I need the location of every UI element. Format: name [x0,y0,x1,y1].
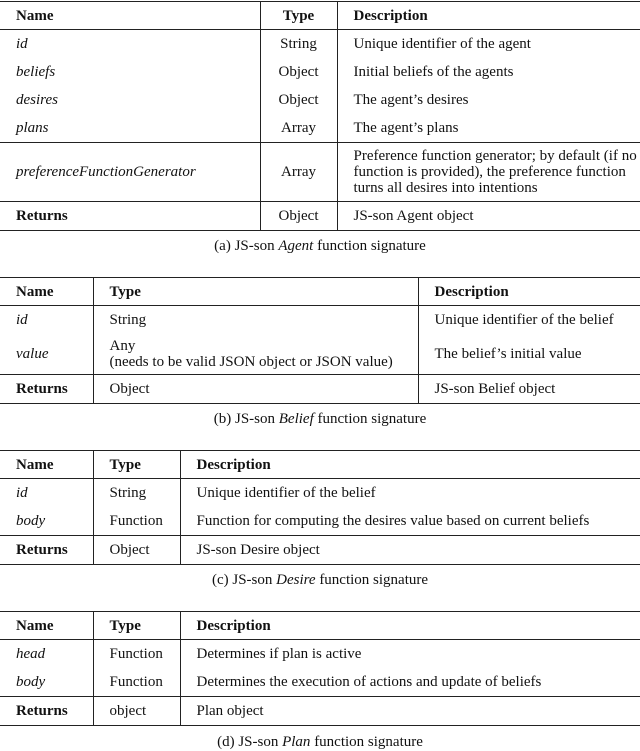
name-cell: preferenceFunctionGenerator [0,143,260,202]
description-cell: Unique identifier of the agent [337,30,640,59]
name-cell: Returns [0,697,93,726]
caption-text: Plan [282,734,311,750]
name-cell: Name [0,451,93,479]
table-row [0,143,640,202]
type-cell: Any (needs to be valid JSON object or JSON value) [93,334,418,375]
returns-row [0,697,640,726]
signature-table-belief [0,277,640,404]
type-cell: Type [260,2,337,30]
description-cell: Unique identifier of the belief [180,479,640,508]
name-cell: body [16,674,46,690]
description-cell: The agent’s desires [337,86,640,114]
description-cell: Function for computing the desires value based on current beliefs [180,507,640,536]
signature-table-desire [0,450,640,565]
description-cell: JS-son Belief object [418,375,640,404]
type-cell: Function [93,640,180,669]
type-cell: String [93,479,180,508]
table-row [0,306,640,335]
description-cell: Initial beliefs of the agents [337,58,640,86]
table-row [0,479,640,508]
description-cell: Plan object [180,697,640,726]
name-cell: plans [16,120,49,136]
name-cell: Name [0,278,93,306]
caption-text: (b) JS-son [213,411,279,427]
type-cell: Array [260,143,337,202]
table-row [0,640,640,669]
type-cell: object [93,697,180,726]
type-cell: Object [260,202,337,231]
table-caption [0,238,640,255]
type-cell: String [260,30,337,59]
name-cell: beliefs [16,64,56,80]
caption-text: function signature [313,411,427,427]
table-row [0,114,640,143]
name-cell: id [16,312,28,328]
type-cell: Type [93,278,418,306]
description-cell: Description [180,612,640,640]
returns-row [0,202,640,231]
type-cell: Object [93,536,180,565]
signature-table-agent [0,1,640,231]
name-cell: head [16,646,46,662]
description-cell: The belief’s initial value [418,334,640,375]
caption-text: Desire [276,572,316,588]
table-row [0,86,640,114]
table-row [0,30,640,59]
caption-text: Agent [278,238,314,254]
name-cell: Name [0,612,93,640]
header-row [0,2,640,30]
description-cell: Determines if plan is active [180,640,640,669]
type-cell: Object [260,86,337,114]
table-row [0,507,640,536]
type-cell: Array [260,114,337,143]
description-cell: Description [180,451,640,479]
returns-row [0,375,640,404]
caption-text: function signature [313,238,426,254]
table-row [0,334,640,375]
description-cell: Description [418,278,640,306]
header-row [0,612,640,640]
table-caption [0,572,640,589]
caption-text: function signature [315,572,429,588]
type-cell: Type [93,612,180,640]
header-row [0,451,640,479]
signature-table-plan [0,611,640,726]
caption-text: (d) JS-son [217,734,283,750]
name-cell: Returns [0,536,93,565]
name-cell: desires [16,92,58,108]
name-cell: id [16,485,28,501]
type-cell: Type [93,451,180,479]
table-row [0,58,640,86]
table-caption [0,411,640,428]
name-cell: value [16,346,49,362]
type-cell: String [93,306,418,335]
name-cell: Returns [0,202,260,231]
name-cell: body [16,513,46,529]
caption-text: (a) JS-son [214,238,279,254]
name-cell: Returns [0,375,93,404]
name-cell: Name [0,2,260,30]
description-cell: JS-son Desire object [180,536,640,565]
caption-text: Belief [278,411,314,427]
description-cell: Preference function generator; by default (if no function is provided), the preference function turns all desires into intentions [337,143,640,202]
type-cell: Function [93,668,180,697]
table-caption [0,734,640,751]
description-cell: The agent’s plans [337,114,640,143]
caption-text: function signature [310,734,423,750]
header-row [0,278,640,306]
description-cell: Description [337,2,640,30]
type-cell: Object [93,375,418,404]
table-row [0,668,640,697]
returns-row [0,536,640,565]
type-cell: Object [260,58,337,86]
caption-text: (c) JS-son [211,572,277,588]
description-cell: JS-son Agent object [337,202,640,231]
description-cell: Determines the execution of actions and update of beliefs [180,668,640,697]
name-cell: id [16,36,28,52]
description-cell: Unique identifier of the belief [418,306,640,335]
type-cell: Function [93,507,180,536]
